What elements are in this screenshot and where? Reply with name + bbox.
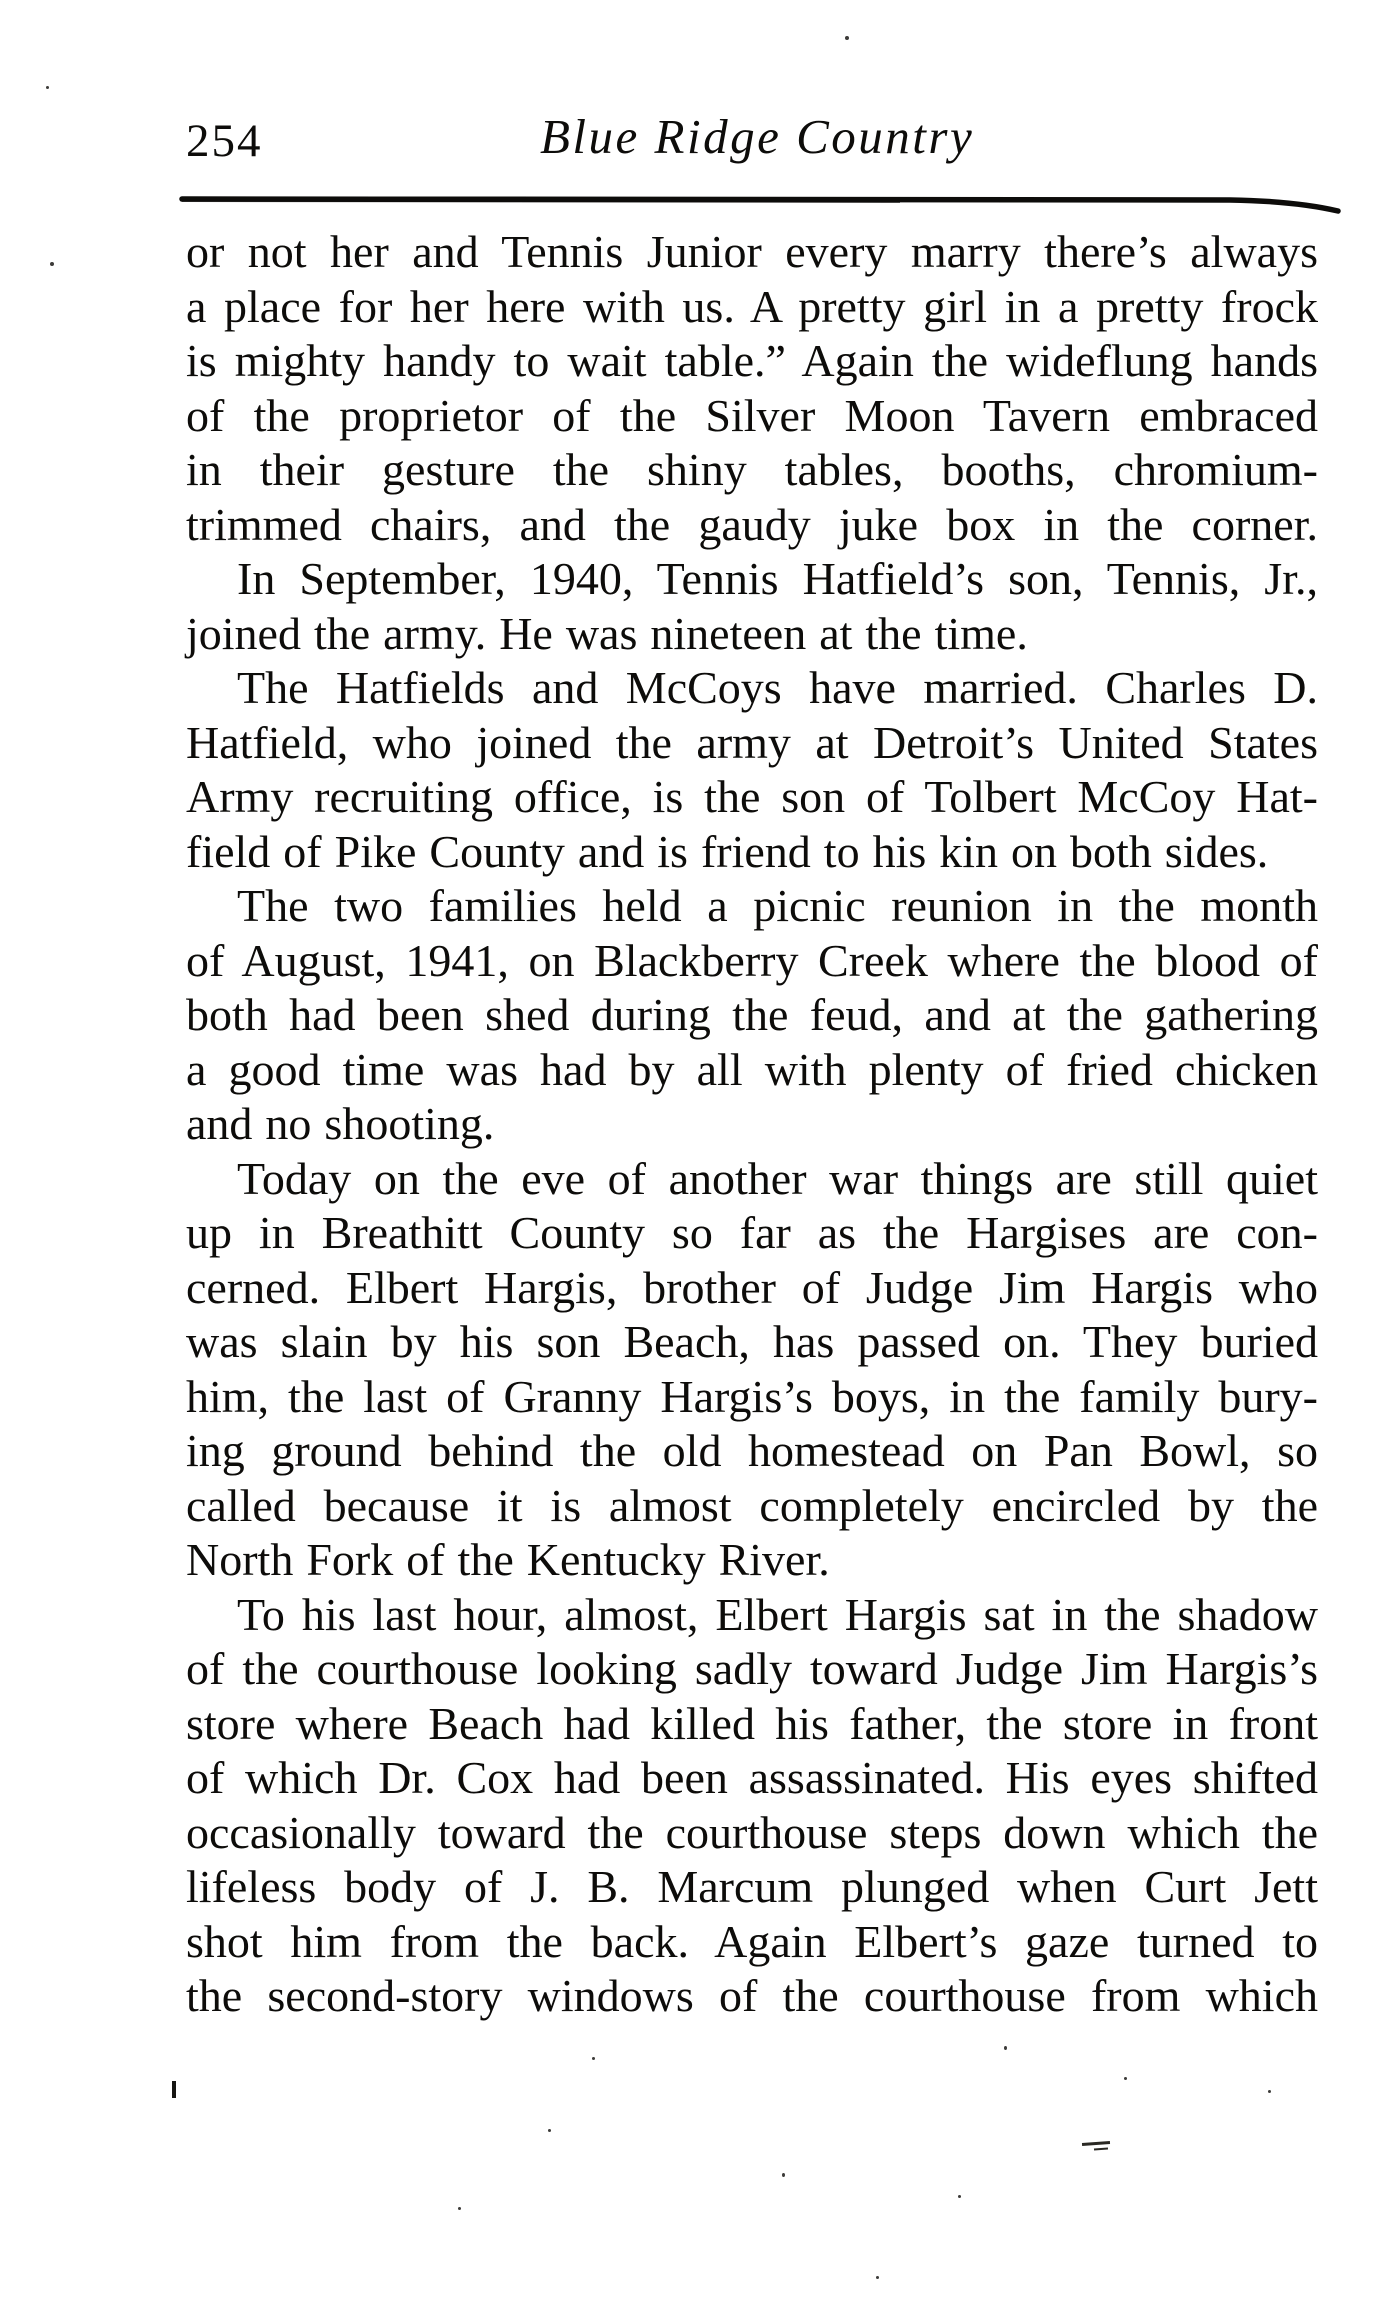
text-line: trimmed chairs, and the gaudy juke box in the corner. — [186, 498, 1318, 550]
paragraph — [186, 1588, 1318, 2024]
text-line: him, the last of Granny Hargis’s boys, in the family bury- — [186, 1370, 1318, 1422]
text-line: field of Pike County and is friend to his kin on both sides. — [186, 825, 1269, 877]
paragraph — [186, 661, 1318, 879]
scan-speck — [845, 36, 849, 40]
text-line: up in Breathitt County so far as the Hargises are con- — [186, 1207, 1318, 1258]
running-title: Blue Ridge Country — [540, 109, 975, 164]
paragraph — [186, 552, 1318, 661]
text-line: To his last hour, almost, Elbert Hargis sat in the shadow — [237, 1588, 1318, 1640]
scan-speck — [876, 2276, 879, 2279]
scan-speck — [548, 2129, 551, 2132]
text-line: ing ground behind the old homestead on Pan Bowl, so — [186, 1425, 1318, 1476]
text-line: North Fork of the Kentucky River. — [186, 1534, 830, 1585]
text-line: In September, 1940, Tennis Hatfield’s son, Tennis, Jr., — [237, 553, 1318, 604]
text-line: and no shooting. — [186, 1098, 495, 1149]
text-line: is mighty handy to wait table.” Again the wideflung hands — [186, 335, 1318, 386]
scan-mark-dash — [1082, 2141, 1110, 2146]
text-line: called because it is almost completely encircled by the — [186, 1479, 1318, 1531]
text-line: of the courthouse looking sadly toward Judge Jim Hargis’s — [186, 1643, 1318, 1694]
scan-speck — [458, 2207, 461, 2210]
text-line: joined the army. He was nineteen at the time. — [186, 607, 1028, 659]
paragraph — [186, 1152, 1318, 1588]
scan-speck — [1004, 2046, 1007, 2050]
text-line: shot him from the back. Again Elbert’s gaze turned to — [186, 1915, 1318, 1967]
text-line: Hatfield, who joined the army at Detroit’s United States — [186, 716, 1318, 768]
text-line: both had been shed during the feud, and at the gathering — [186, 989, 1318, 1040]
text-line: store where Beach had killed his father, the store in front — [186, 1697, 1318, 1749]
scan-speck — [50, 262, 54, 266]
text-line: of which Dr. Cox had been assassinated. His eyes shifted — [186, 1752, 1318, 1803]
scan-mark-dash — [1094, 2148, 1108, 2151]
text-line: of August, 1941, on Blackberry Creek where the blood of — [186, 934, 1318, 986]
paragraph — [186, 879, 1318, 1152]
text-line: The two families held a picnic reunion in the month — [237, 880, 1318, 931]
text-line: was slain by his son Beach, has passed on. They buried — [186, 1316, 1318, 1367]
scan-mark-vertical — [172, 2081, 176, 2098]
text-line: of the proprietor of the Silver Moon Tavern embraced — [186, 389, 1318, 441]
scan-speck — [782, 2173, 785, 2177]
scan-speck — [958, 2195, 961, 2198]
text-line: Army recruiting office, is the son of Tolbert McCoy Hat- — [186, 771, 1318, 822]
scan-speck — [592, 2057, 595, 2060]
text-line: a good time was had by all with plenty of fried chicken — [186, 1043, 1318, 1095]
text-line: cerned. Elbert Hargis, brother of Judge Jim Hargis who — [186, 1261, 1318, 1313]
text-line: occasionally toward the courthouse steps down which the — [186, 1806, 1318, 1858]
text-line: Today on the eve of another war things are still quiet — [237, 1152, 1318, 1204]
paragraph — [186, 225, 1318, 552]
text-line: a place for her here with us. A pretty girl in a pretty frock — [186, 280, 1318, 332]
text-line: or not her and Tennis Junior every marry there’s always — [186, 226, 1318, 277]
scan-speck — [46, 86, 49, 89]
text-line: The Hatfields and McCoys have married. Charles D. — [237, 662, 1318, 713]
page-number: 254 — [186, 115, 263, 167]
scan-speck — [1124, 2077, 1127, 2080]
body-text — [186, 225, 1318, 2024]
scan-speck — [1268, 2090, 1271, 2093]
text-line: lifeless body of J. B. Marcum plunged when Curt Jett — [186, 1861, 1318, 1912]
text-line: the second-story windows of the courthouse from which — [186, 1970, 1318, 2021]
text-line: in their gesture the shiny tables, booths, chromium- — [186, 444, 1318, 495]
